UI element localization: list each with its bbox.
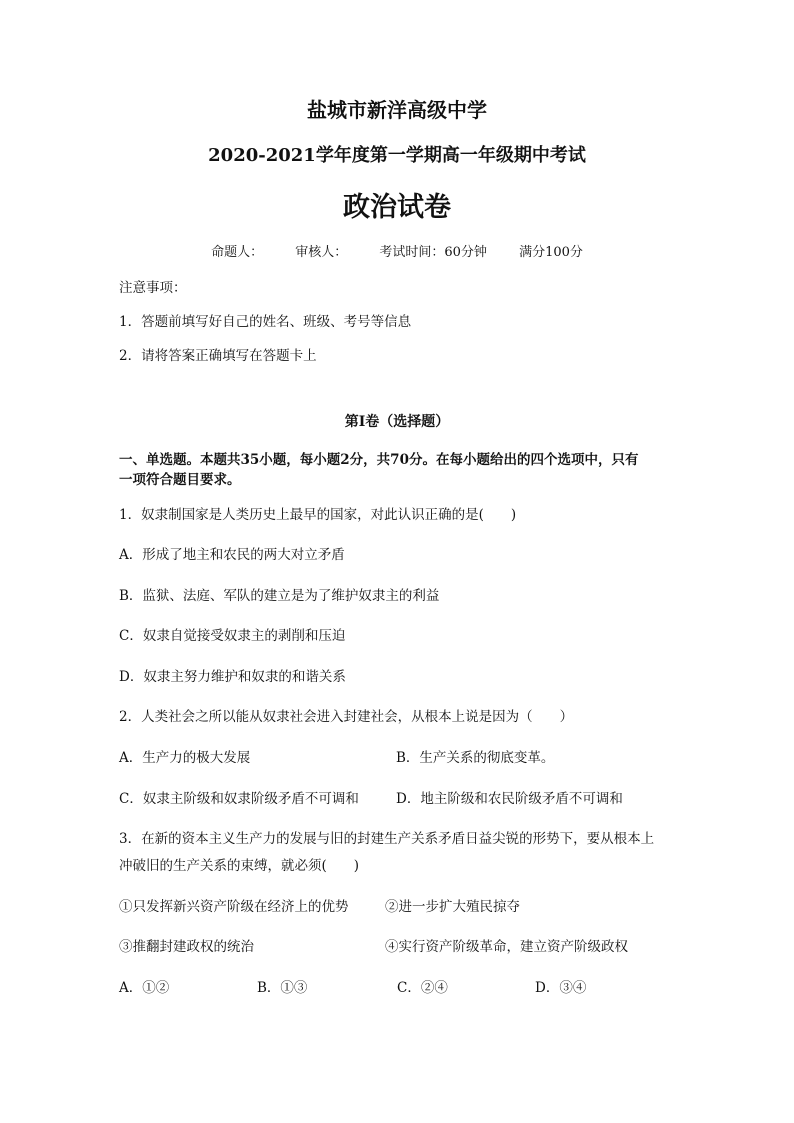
option: A．形成了地主和农民的两大对立矛盾 [119,547,345,563]
option: D．奴隶主努力维护和奴隶的和谐关系 [119,669,346,685]
option: C．奴隶自觉接受奴隶主的剥削和压迫 [119,628,346,644]
option: D．地主阶级和农民阶级矛盾不可调和 [396,791,623,807]
option: A．①② [119,980,170,996]
note-item: 1．答题前填写好自己的姓名、班级、考号等信息 [119,314,412,330]
section-title: 第I卷（选择题） [344,414,450,430]
note-item: 2．请将答案正确填写在答题卡上 [119,348,317,364]
question-stem: 冲破旧的生产关系的束缚，就必须( ) [119,858,360,874]
school-name: 盐城市新洋高级中学 [307,98,487,122]
reviewer-label: 审核人： [295,245,348,260]
exam-time: 考试时间：60分钟 [379,245,487,260]
question-stem: 1．奴隶制国家是人类历史上最早的国家，对此认识正确的是( ) [119,507,517,523]
option: A．生产力的极大发展 [119,750,251,766]
option: C．②④ [397,980,448,996]
statement: ②进一步扩大殖民掠夺 [385,899,520,915]
exam-meta [0,243,794,263]
statement: ①只发挥新兴资产阶级在经济上的优势 [119,899,349,915]
author-label: 命题人： [211,245,264,260]
section-instruction: 一项符合题目要求。 [119,472,241,488]
option: B．监狱、法庭、军队的建立是为了维护奴隶主的利益 [119,588,440,604]
option: B．生产关系的彻底变革。 [396,750,555,766]
statement: ③推翻封建政权的统治 [119,939,254,955]
option: B．①③ [257,980,308,996]
option: D．③④ [535,980,587,996]
statement: ④实行资产阶级革命，建立资产阶级政权 [385,939,628,955]
paper-title: 政治试卷 [343,192,451,223]
option: C．奴隶主阶级和奴隶阶级矛盾不可调和 [119,791,359,807]
full-score: 满分100分 [519,245,583,260]
exam-name: 2020-2021学年度第一学期高一年级期中考试 [208,145,586,166]
question-stem: 3．在新的资本主义生产力的发展与旧的封建生产关系矛盾日益尖锐的形势下，要从根本上 [119,831,655,847]
notes-heading: 注意事项： [119,280,187,296]
question-stem: 2．人类社会之所以能从奴隶社会进入封建社会，从根本上说是因为（ ） [119,709,574,725]
section-instruction: 一、单选题。本题共35小题，每小题2分，共70分。在每小题给出的四个选项中，只有 [119,452,639,468]
